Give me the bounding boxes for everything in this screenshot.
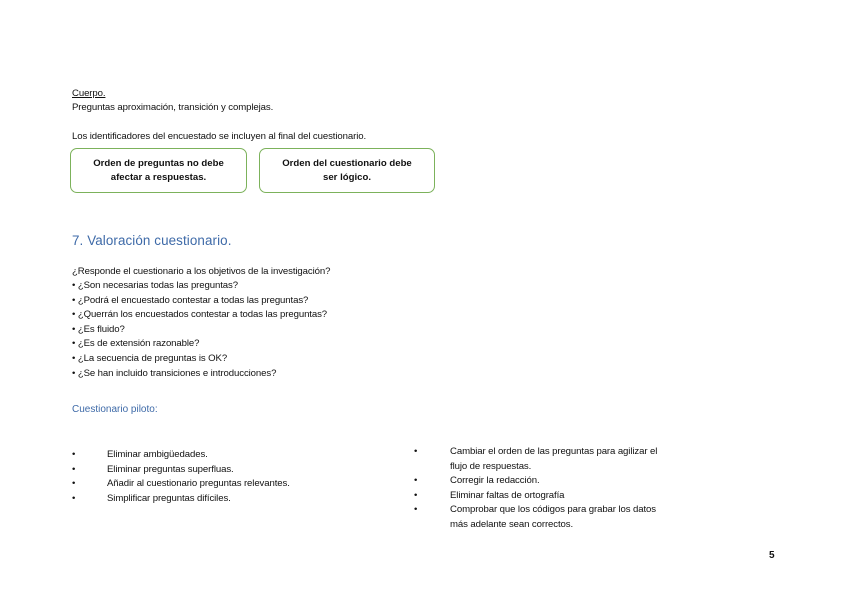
box-2-line-1: Orden del cuestionario debe xyxy=(282,157,412,169)
valoracion-list xyxy=(72,279,327,381)
piloto-list-right xyxy=(414,445,669,533)
list-item: • Eliminar faltas de ortografía xyxy=(414,489,669,504)
list-item: • Cambiar el orden de las preguntas para agilizar el flujo de respuestas. xyxy=(414,446,658,472)
list-item: • ¿Querrán los encuestados contestar a todas las preguntas? xyxy=(72,309,328,321)
list-item: • Comprobar que los códigos para grabar los datos más adelante sean correctos. xyxy=(414,504,656,530)
list-item: • ¿Se han incluido transiciones e introducciones? xyxy=(72,367,277,379)
subtitle-piloto: Cuestionario piloto: xyxy=(72,404,158,415)
piloto-list-left xyxy=(72,448,372,506)
list-item: • ¿Podrá el encuestado contestar a todas las preguntas? xyxy=(72,294,309,306)
bullet-icon: • xyxy=(414,446,418,457)
bullet-icon: • xyxy=(414,475,418,487)
box-2-line-2: ser lógico. xyxy=(323,171,371,183)
cuerpo-line-1: Preguntas aproximación, transición y complejas. xyxy=(72,102,274,113)
list-item: • Añadir al cuestionario preguntas relevantes. xyxy=(72,477,372,492)
section-title-valoracion: 7. Valoración cuestionario. xyxy=(72,233,232,248)
list-item: • Corregir la redacción. xyxy=(414,474,669,489)
page-number: 5 xyxy=(769,550,775,561)
bullet-icon: • xyxy=(414,489,418,501)
box-orden-preguntas xyxy=(70,148,247,193)
cuerpo-line-2: Los identificadores del encuestado se incluyen al final del cuestionario. xyxy=(72,131,367,142)
box-1-line-1: Orden de preguntas no debe xyxy=(93,157,224,169)
box-1-line-2: afectar a respuestas. xyxy=(110,171,207,183)
list-item: • ¿La secuencia de preguntas is OK? xyxy=(72,352,228,364)
list-item: • ¿Es de extensión razonable? xyxy=(72,338,200,350)
list-item: • ¿Es fluido? xyxy=(72,323,125,335)
bullet-icon: • xyxy=(72,492,76,504)
list-item: • Eliminar ambigüedades. xyxy=(72,448,372,463)
list-item: • Eliminar preguntas superfluas. xyxy=(72,463,372,478)
list-item: • Simplificar preguntas difíciles. xyxy=(72,492,372,507)
bullet-icon: • xyxy=(414,504,418,516)
cuerpo-heading: Cuerpo. xyxy=(72,88,106,99)
list-item: • ¿Son necesarias todas las preguntas? xyxy=(72,280,238,291)
valoracion-question: ¿Responde el cuestionario a los objetivos de la investigación? xyxy=(72,266,331,277)
bullet-icon: • xyxy=(72,463,76,475)
bullet-icon: • xyxy=(72,449,76,460)
box-orden-cuestionario xyxy=(259,148,435,193)
bullet-icon: • xyxy=(72,478,76,490)
